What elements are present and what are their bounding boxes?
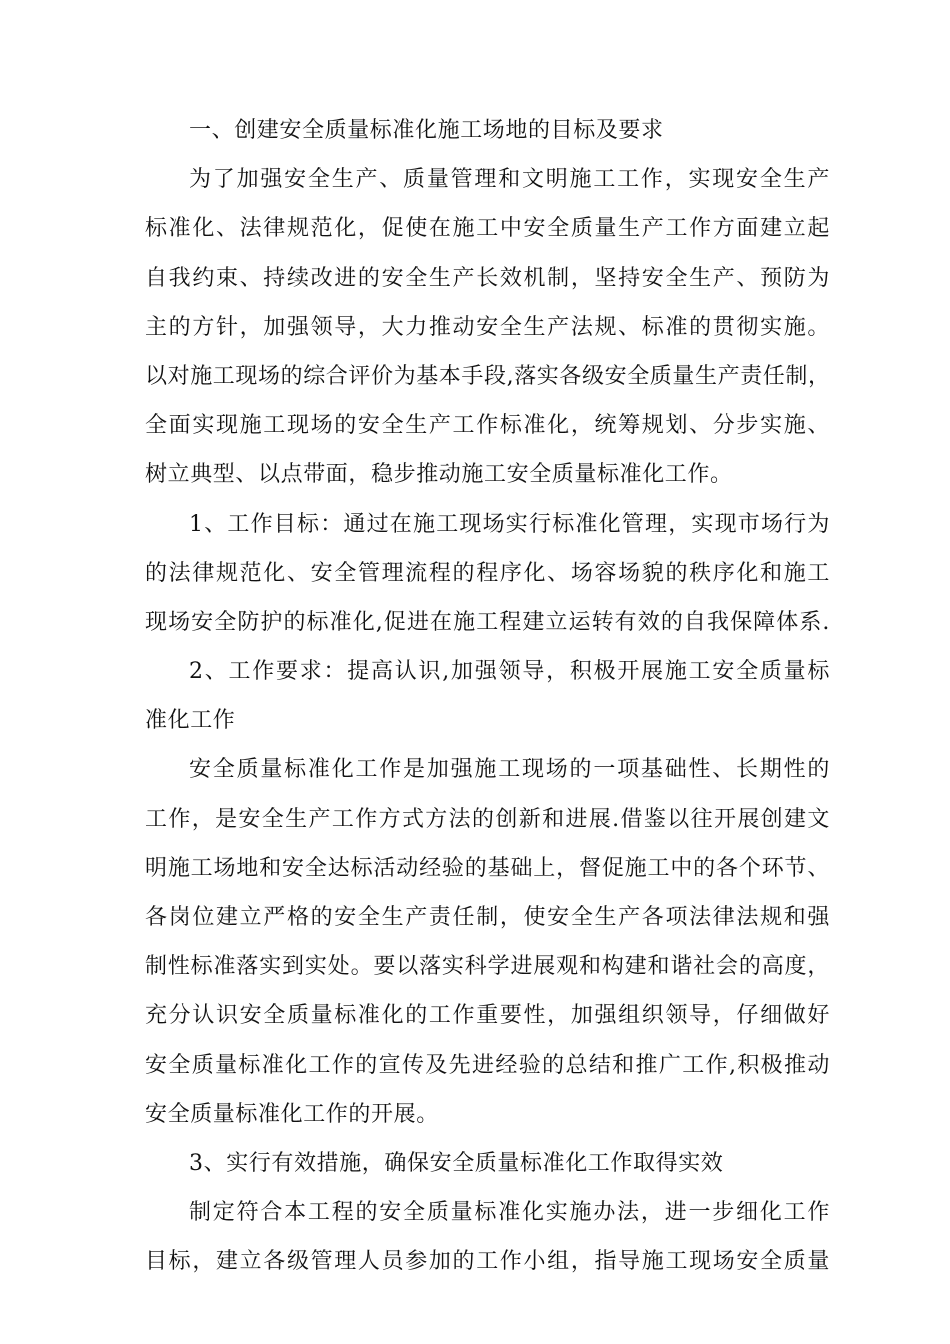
text-line: 的法律规范化、安全管理流程的程序化、场容场貌的秩序化和施工 (145, 560, 830, 586)
text-line: 1、工作目标：通过在施工现场实行标准化管理，实现市场行为 (189, 511, 830, 537)
text-line: 安全质量标准化工作是加强施工现场的一项基础性、长期性的 (189, 757, 830, 783)
text-line: 安全质量标准化工作的开展。 (145, 1101, 439, 1127)
text-line: 为了加强安全生产、质量管理和文明施工工作，实现安全生产 (189, 167, 830, 193)
document-body (145, 106, 830, 1287)
text-line: 工作，是安全生产工作方式方法的创新和进展.借鉴以往开展创建文 (145, 806, 830, 832)
text-line: 现场安全防护的标准化,促进在施工程建立运转有效的自我保障体系. (145, 609, 830, 635)
text-line: 2、工作要求：提高认识,加强领导，积极开展施工安全质量标 (189, 659, 830, 685)
text-line: 各岗位建立严格的安全生产责任制，使安全生产各项法律法规和强 (145, 905, 830, 930)
text-line: 主的方针，加强领导，大力推动安全生产法规、标准的贯彻实施。 (145, 314, 830, 340)
text-line: 全面实现施工现场的安全生产工作标准化，统筹规划、分步实施、 (145, 413, 830, 439)
text-line: 准化工作 (145, 708, 236, 734)
text-line: 制定符合本工程的安全质量标准化实施办法，进一步细化工作 (189, 1200, 830, 1226)
text-line: 标准化、法律规范化，促使在施工中安全质量生产工作方面建立起 (145, 216, 830, 242)
text-line: 树立典型、以点带面，稳步推动施工安全质量标准化工作。 (145, 462, 733, 488)
text-line: 充分认识安全质量标准化的工作重要性，加强组织领导，仔细做好 (145, 1003, 830, 1029)
text-line: 安全质量标准化工作的宣传及先进经验的总结和推广工作,积极推动 (145, 1052, 830, 1078)
section-heading: 一、创建安全质量标准化施工场地的目标及要求 (189, 118, 664, 143)
text-line: 制性标准落实到实处。要以落实科学进展观和构建和谐社会的高度， (145, 954, 830, 980)
text-line: 以对施工现场的综合评价为基本手段,落实各级安全质量生产责任制， (145, 363, 831, 389)
text-line: 3、实行有效措施，确保安全质量标准化工作取得实效 (189, 1150, 724, 1176)
text-line: 目标，建立各级管理人员参加的工作小组，指导施工现场安全质量 (145, 1249, 830, 1275)
text-line: 自我约束、持续改进的安全生产长效机制，坚持安全生产、预防为 (145, 265, 830, 291)
text-line: 明施工场地和安全达标活动经验的基础上，督促施工中的各个环节、 (145, 855, 830, 881)
